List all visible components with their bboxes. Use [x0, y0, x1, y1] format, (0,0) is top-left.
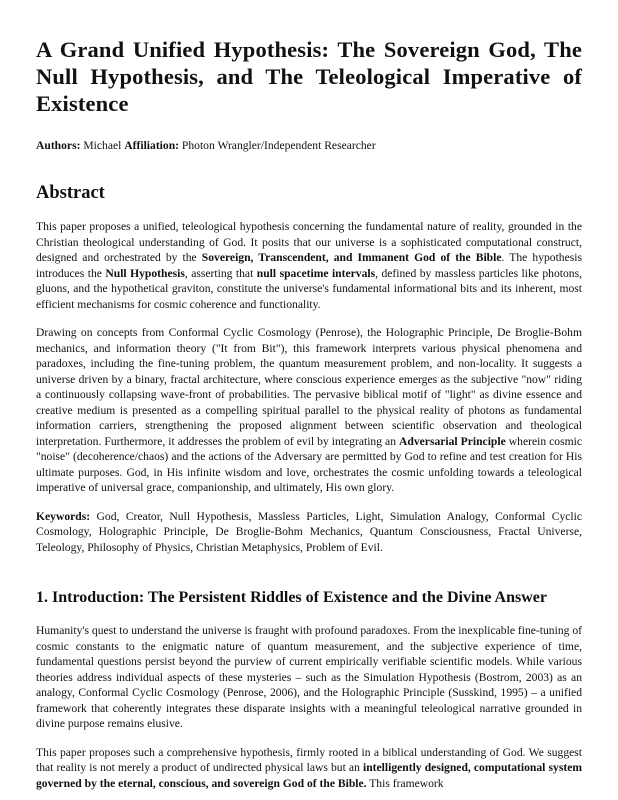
paper-title: A Grand Unified Hypothesis: The Sovereign God, The Null Hypothesis, and The Teleological Imperative of Existence	[36, 37, 582, 116]
abstract-heading: Abstract	[36, 183, 105, 203]
introduction-paragraph-2	[36, 745, 582, 792]
affiliation-value: Photon Wrangler/Independent Researcher	[181, 139, 376, 152]
abstract-p1-bold-1: Sovereign, Transcendent, and Immanent God of the Bible	[201, 251, 502, 264]
introduction-paragraph-1: Humanity's quest to understand the universe is fraught with profound paradoxes. From the inexplicable fine-tuning of cosmic constants to the enigmatic nature of quantum measurement, and the subjective experience of time, fundamental questions persist beyond the purview of current empirically verifiable scientific models. While various theories address individual aspects of these mysteries – such as the Simulation Hypothesis (Bostrom, 2003) as an analogy, Conformal Cyclic Cosmology (Penrose, 2006), and the Holographic Principle (Susskind, 1995) – a unified framework that coherently integrates these disparate insights with a meaningful teleological narrative grounded in divine purpose remains elusive.	[36, 624, 582, 730]
keywords-value: God, Creator, Null Hypothesis, Massless Particles, Light, Simulation Analogy, Conformal Cyclic Cosmology, Holographic Principle, De Broglie-Bohm Mechanics, Quantum Consciousness, Fractal Universe, Teleology, Philosophy of Physics, Christian Metaphysics, Problem of Evil.	[36, 509, 582, 554]
abstract-p1-bold-2: Null Hypothesis	[105, 266, 185, 280]
authors-label: Authors:	[36, 139, 81, 152]
abstract-p1-text-1: This paper proposes a unified, teleological hypothesis concerning the fundamental nature of reality, grounded in the Christian theological understanding of God. It posits that our universe is a sophisticated computational construct, designed and orchestrated by the	[36, 220, 582, 264]
authors-line	[36, 139, 582, 153]
abstract-p2-text-1: Drawing on concepts from Conformal Cyclic Cosmology (Penrose), the Holographic Principle, De Broglie-Bohm mechanics, and information theory ("It from Bit"), this framework interprets various physical phenomena and paradoxes, including the fine-tuning problem, the quantum measurement problem, and non-locality. It suggests a universe driven by a binary, fractal architecture, where conscious experience emerges as the subjective "now" riding a continuously collapsing wave-front of probabilities. The pervasive biblical motif of "light" as divine essence and creative medium is presented as a compelling spiritual parallel to the physical reality of photons as fundamental information carriers, strengthening the proposed alignment between scientific observation and theological interpretation. Furthermore, it addresses the problem of evil by integrating an	[36, 326, 582, 448]
abstract-paragraph-1	[36, 219, 582, 312]
abstract-p1-text-4: , defined by massless particles like photons, gluons, and the hypothetical graviton, constitute the universe's fundamental informational bits and its inherent, most efficient mechanisms for cosmic coherence and functionality.	[36, 266, 583, 311]
abstract-p2-bold-1: Adversarial Principle	[399, 434, 506, 448]
intro-p2-text-1: This paper proposes such a comprehensive hypothesis, firmly rooted in a biblical understanding of God. We suggest that reality is not merely a product of undirected physical laws but an	[36, 745, 582, 774]
intro-p2-bold-1: intelligently designed, computational system governed by the eternal, conscious, and sovereign God of the Bible.	[36, 761, 582, 790]
abstract-p1-text-2: . The hypothesis introduces the	[36, 251, 582, 280]
abstract-p1-text-3: , asserting that	[184, 266, 257, 280]
abstract-paragraph-2	[36, 325, 582, 496]
keywords-label: Keywords:	[36, 509, 91, 523]
keywords-paragraph	[36, 509, 582, 556]
introduction-heading: 1. Introduction: The Persistent Riddles of Existence and the Divine Answer	[36, 589, 547, 606]
intro-p2-text-2: This framework	[366, 776, 444, 790]
abstract-p2-text-2: wherein cosmic "noise" (decoherence/chaos) and the actions of the Adversary are permitted by God to refine and test creation for His ultimate purposes. God, in His infinite wisdom and love, orchestrates the cosmic unfolding towards a teleological imperative of universal grace, companionship, and ultimately, His own glory.	[36, 434, 582, 494]
affiliation-label: Affiliation:	[124, 139, 180, 152]
abstract-p1-bold-3: null spacetime intervals	[256, 266, 376, 280]
authors-value: Michael	[83, 139, 122, 152]
